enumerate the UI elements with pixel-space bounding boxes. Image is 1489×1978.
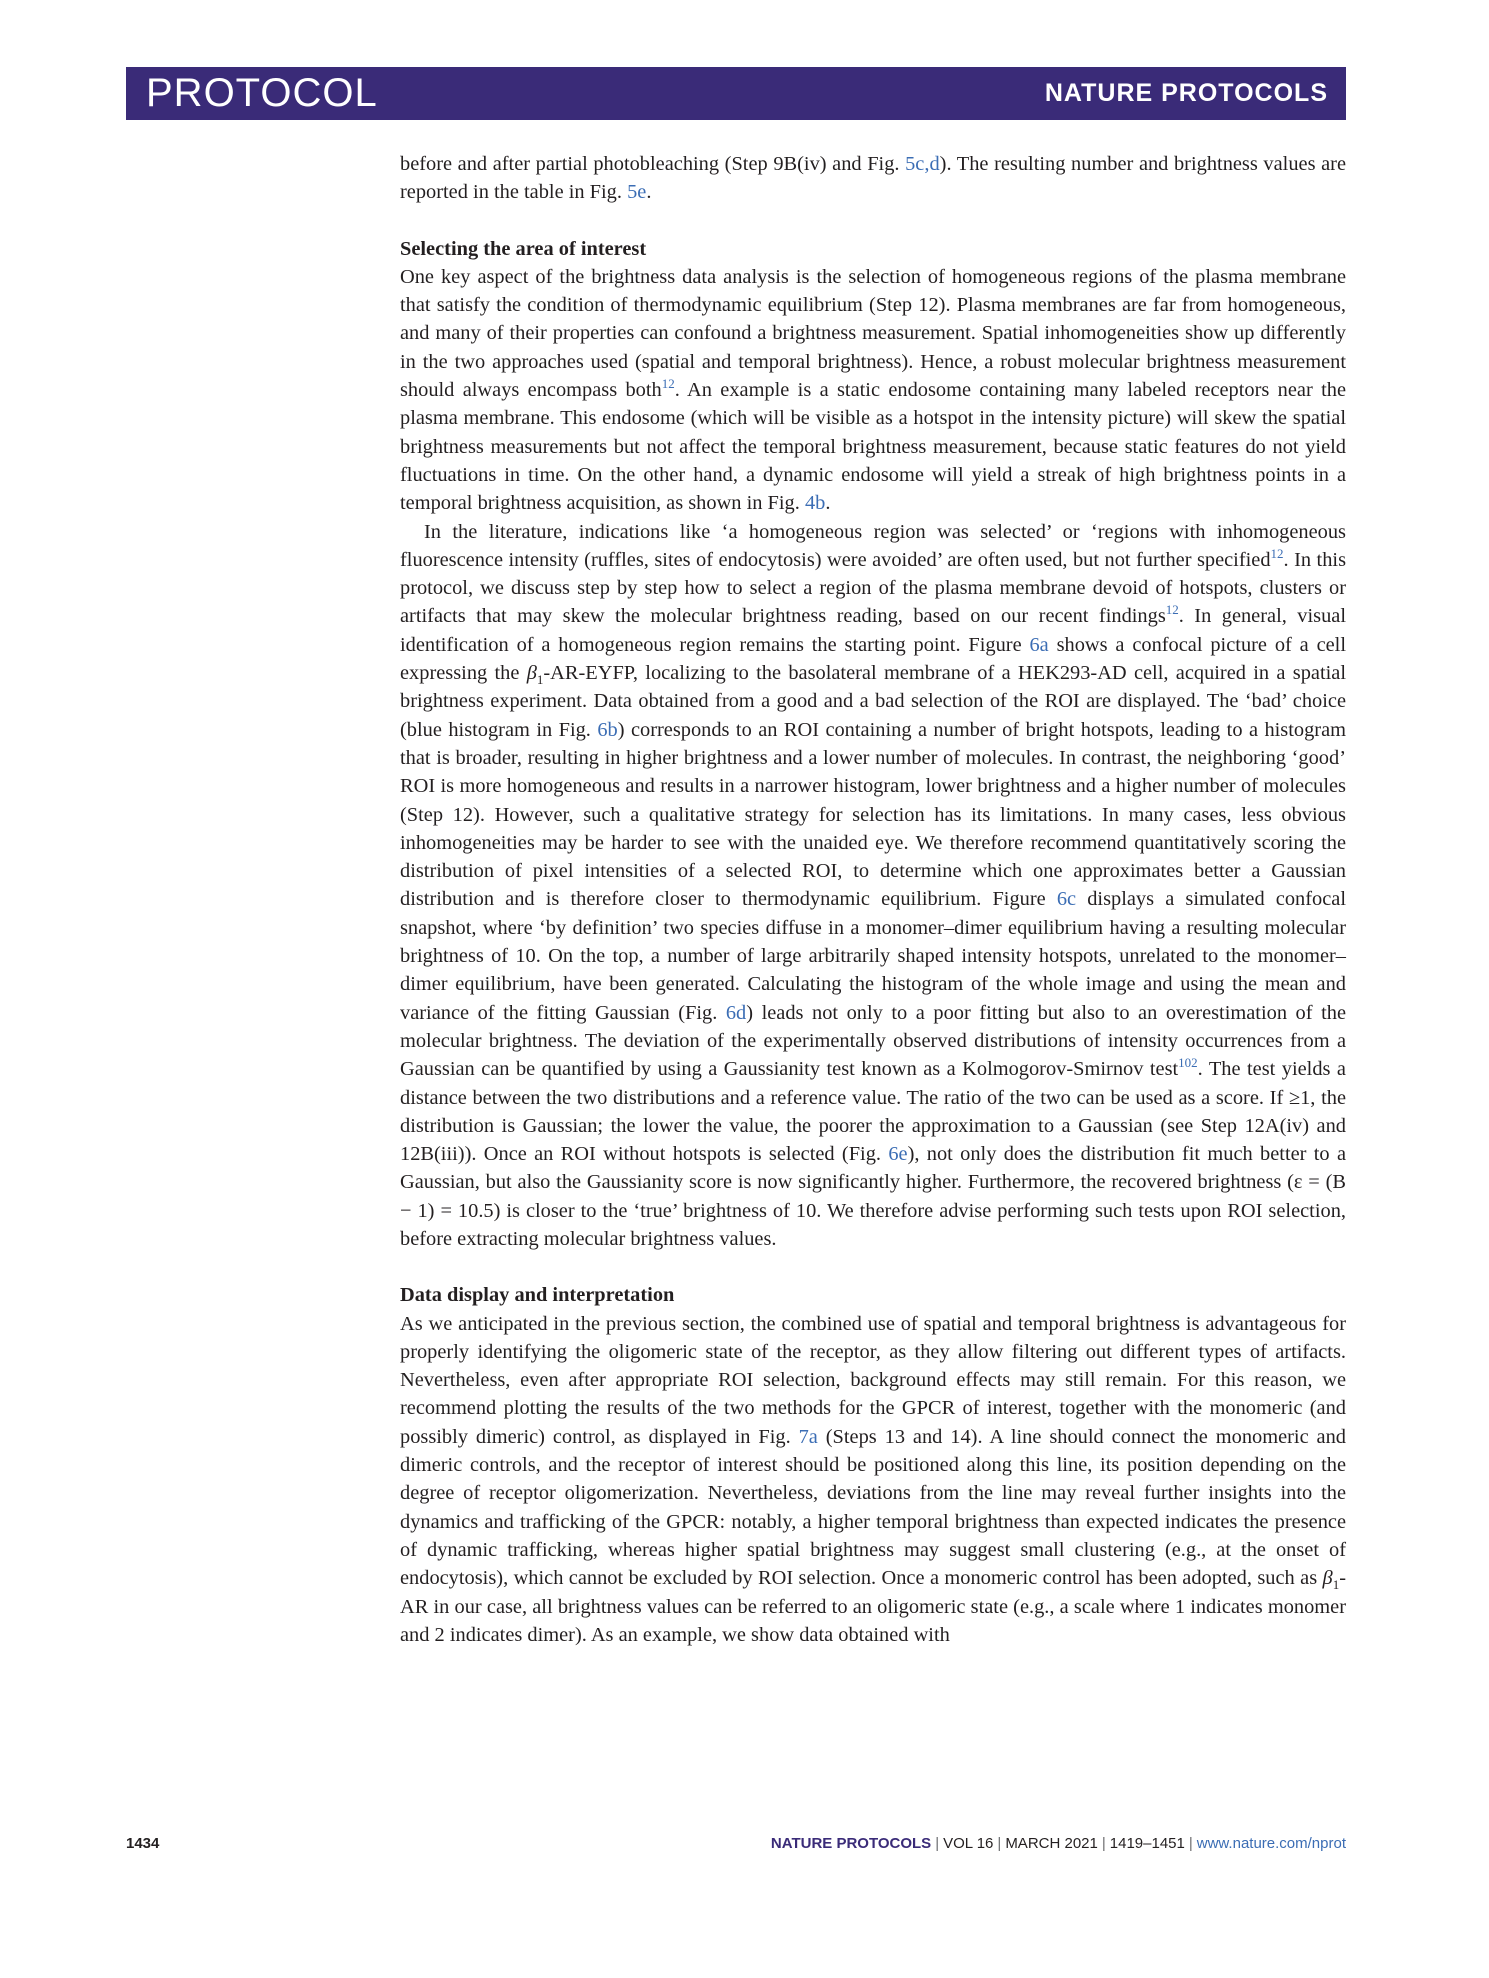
paragraph-continued: before and after partial photobleaching (Step 9B(iv) and Fig. 5c,d). The resulting number and brightness values are reported in the table in Fig. 5e. bbox=[400, 153, 1346, 204]
article-type-label: PROTOCOL bbox=[146, 71, 378, 115]
figure-ref-5e[interactable]: 5e bbox=[627, 181, 647, 204]
footer-volume: VOL 16 bbox=[943, 1835, 994, 1852]
citation-12[interactable]: 12 bbox=[1165, 602, 1179, 618]
paragraph-data-display: As we anticipated in the previous section, the combined use of spatial and temporal brightness is advantageous for properly identifying the oligomeric state of the receptor, as they allow filtering out different types of artifacts. Nevertheless, even after appropriate ROI selection, background effects may still remain. For this reason, we recommend plotting the results of the two methods for the GPCR of interest, together with the monomeric (and possibly dimeric) control, as displayed in Fig. 7a (Steps 13 and 14). A line should connect the monomeric and dimeric controls, and the receptor of interest should be positioned along this line, its position depending on the degree of receptor oligomerization. Nevertheless, deviations from the line may reveal further insights into the dynamics and trafficking of the GPCR: notably, a higher temporal brightness than expected indicates the presence of dynamic trafficking, whereas higher spatial brightness may suggest small clustering (e.g., at the onset of endocytosis), which cannot be excluded by ROI selection. Once a monomeric control has been adopted, such as $\beta_1-AR$ in our case, all brightness values can be referred to an oligomeric state (e.g., a scale where 1 indicates monomer and 2 indicates dimer). As an example, we show data obtained with bbox=[400, 1312, 1346, 1646]
figure-ref-6b[interactable]: 6b bbox=[597, 718, 618, 741]
citation-102[interactable]: 102 bbox=[1178, 1055, 1198, 1071]
citation-12[interactable]: 12 bbox=[1270, 546, 1284, 562]
figure-ref-7a[interactable]: 7a bbox=[798, 1425, 818, 1448]
footer-journal: NATURE PROTOCOLS bbox=[770, 1835, 932, 1852]
main-text bbox=[400, 150, 1346, 1649]
running-header bbox=[126, 67, 1346, 120]
footer-date: MARCH 2021 bbox=[1005, 1835, 1098, 1852]
journal-url-link[interactable]: www.nature.com/nprot bbox=[1196, 1835, 1346, 1852]
figure-ref-6e[interactable]: 6e bbox=[888, 1143, 908, 1166]
section-heading-data-display: Data display and interpretation bbox=[400, 1284, 675, 1307]
page-footer bbox=[126, 1835, 1346, 1859]
figure-ref-6d[interactable]: 6d bbox=[725, 1001, 747, 1024]
figure-ref-6c[interactable]: 6c bbox=[1056, 888, 1077, 911]
figure-ref-5cd[interactable]: 5c,d bbox=[905, 153, 940, 175]
citation-12[interactable]: 12 bbox=[661, 376, 675, 392]
figure-ref-6a[interactable]: 6a bbox=[1029, 633, 1049, 656]
paragraph-selection-1: One key aspect of the brightness data analysis is the selection of homogeneous regions of the plasma membrane that satisfy the condition of thermodynamic equilibrium (Step 12). Plasma membranes are far from homogeneous, and many of their properties can confound a brightness measurement. Spatial inhomogeneities show up differently in the two approaches used (spatial and temporal brightness). Hence, a robust molecular brightness measurement should always encompass both$^{12}$. An example is a static endosome containing many labeled receptors near the plasma membrane. This endosome (which will be visible as a hotspot in the intensity picture) will skew the spatial brightness measurements but not affect the temporal brightness measurement, because static features do not yield fluctuations in time. On the other hand, a dynamic endosome will yield a streak of high brightness points in a temporal brightness acquisition, as shown in Fig. 4b. bbox=[400, 265, 1346, 515]
page-number: 1434 bbox=[126, 1835, 160, 1852]
footer-pages: 1419–1451 bbox=[1109, 1835, 1185, 1852]
journal-name-header: NATURE PROTOCOLS bbox=[1044, 79, 1328, 107]
figure-ref-4b[interactable]: 4b bbox=[804, 492, 826, 515]
footer-citation: NATURE PROTOCOLS | VOL 16 | MARCH 2021 | 1419–1451 | www.nature.com/nprot bbox=[770, 1835, 1346, 1852]
paragraph-selection-2: In the literature, indications like ‘a homogeneous region was selected’ or ‘regions with inhomogeneous fluorescence intensity (ruffles, sites of endocytosis) were avoided’ are often used, but not further specified$^{12}$. In this protocol, we discuss step by step how to select a region of the plasma membrane devoid of hotspots, clusters or artifacts that may skew the molecular brightness reading, based on our recent findings$^{12}$. In general, visual identification of a homogeneous region remains the starting point. Figure 6a shows a confocal picture of a cell expressing the $\beta_1-AR$-EYFP, localizing to the basolateral membrane of a HEK293-AD cell, acquired in a spatial brightness experiment. Data obtained from a good and a bad selection of the ROI are displayed. The ‘bad’ choice (blue histogram in Fig. 6b) corresponds to an ROI containing a number of bright hotspots, leading to a histogram that is broader, resulting in higher brightness and a lower number of molecules. In contrast, the neighboring ‘good’ ROI is more homogeneous and results in a narrower histogram, lower brightness and a higher number of molecules (Step 12). However, such a qualitative strategy for selection has its limitations. In many cases, less obvious inhomogeneities may be harder to see with the unaided eye. We therefore recommend quantitatively scoring the distribution of pixel intensities of a selected ROI, to determine which one approximates better a Gaussian distribution and is therefore closer to thermodynamic equilibrium. Figure 6c displays a simulated confocal snapshot, where ‘by definition’ two species diffuse in a monomer–dimer equilibrium having a resulting molecular brightness of 10. On the top, a number of large arbitrarily shaped intensity hotspots, unrelated to the monomer–dimer equilibrium, have been generated. Calculating the histogram of the whole image and using the mean and variance of the fitting Gaussian (Fig. 6d) leads not only to a poor fitting but also to an overestimation of the molecular brightness. The deviation of the experimentally observed distributions of intensity occurrences from a Gaussian can be quantified by using a Gaussianity test known as a Kolmogorov-Smirnov test$^{102}$. The test yields a distance between the two distributions and a reference value. The ratio of the two can be used as a score. If ≥1, the distribution is Gaussian; the lower the value, the poorer the approximation to a Gaussian (see Step 12A(iv) and 12B(iii)). Once an ROI without hotspots is selected (Fig. 6e), not only does the distribution fit much better to a Gaussian, but also the Gaussianity score is now significantly higher. Furthermore, the recovered brightness (ε = (B − 1) = 10.5) is closer to the ‘true’ brightness of 10. We therefore advise performing such tests upon ROI selection, before extracting molecular brightness values. bbox=[400, 520, 1346, 1250]
section-heading-area-of-interest: Selecting the area of interest bbox=[400, 237, 647, 260]
